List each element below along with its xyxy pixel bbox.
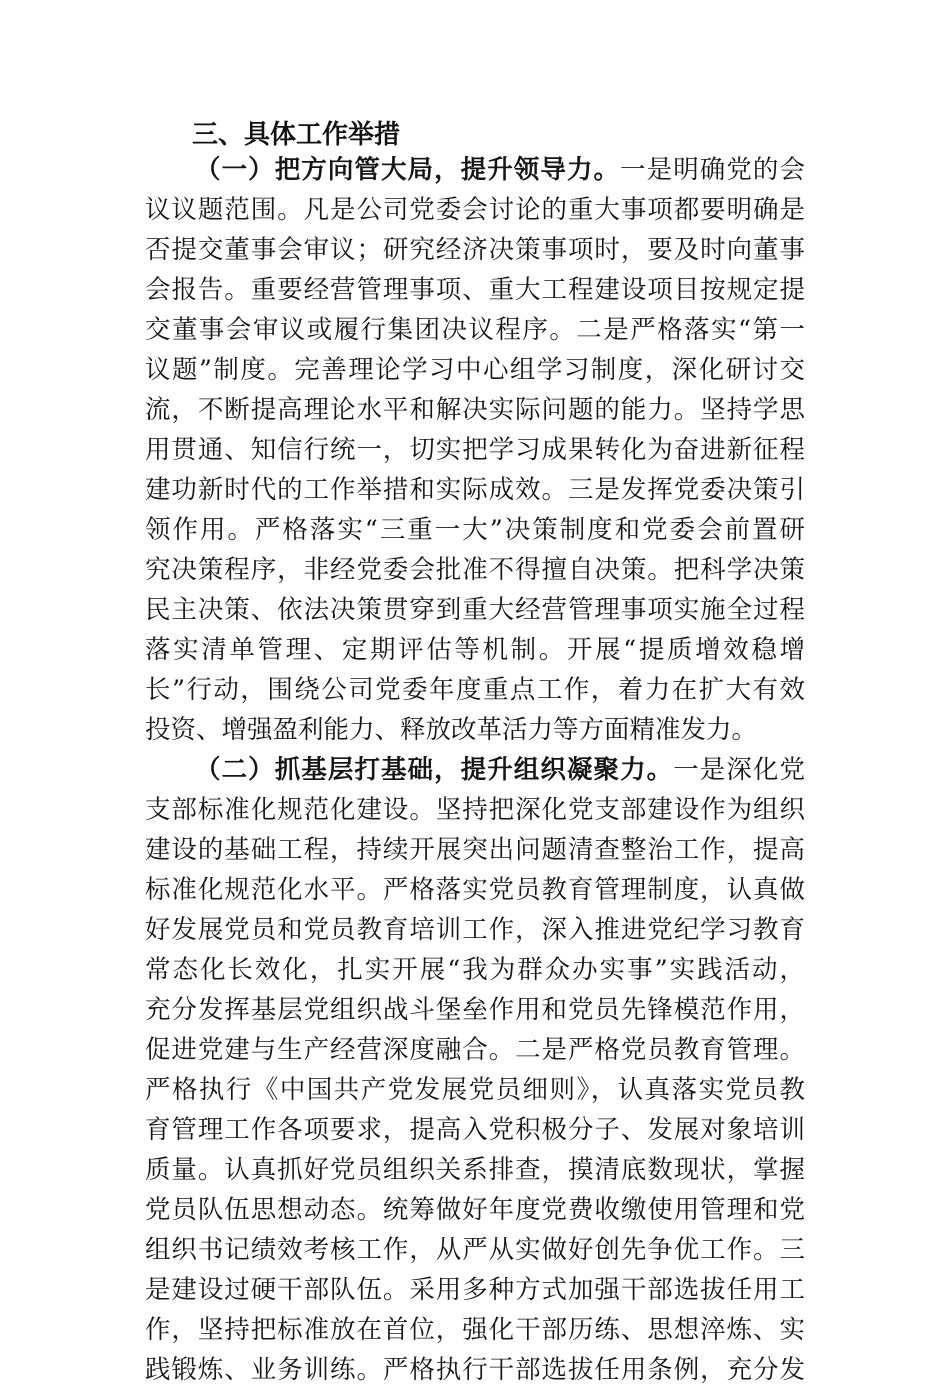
paragraph-line: （一）把方向管大局，提升领导力。一是明确党的会 bbox=[195, 155, 805, 185]
paragraph-line: 是建设过硬干部队伍。采用多种方式加强干部选拔任用工 bbox=[145, 1275, 805, 1305]
paragraph-line: 党员队伍思想动态。统筹做好年度党费收缴使用管理和党 bbox=[145, 1195, 805, 1225]
paragraph-line: 好发展党员和党员教育培训工作，深入推进党纪学习教育 bbox=[145, 915, 805, 945]
subsection-heading: （二）抓基层打基础，提升组织凝聚力。 bbox=[195, 755, 674, 785]
paragraph-line: 否提交董事会审议；研究经济决策事项时，要及时向董事 bbox=[145, 235, 805, 265]
paragraph-line: 促进党建与生产经营深度融合。二是严格党员教育管理。 bbox=[145, 1035, 805, 1065]
paragraph-line: 交董事会审议或履行集团决议程序。二是严格落实“第一 bbox=[145, 315, 805, 345]
paragraph-line: 充分发挥基层党组织战斗堡垒作用和党员先锋模范作用， bbox=[145, 995, 805, 1025]
paragraph-line: 议题”制度。完善理论学习中心组学习制度，深化研讨交 bbox=[145, 355, 805, 385]
paragraph-line: （二）抓基层打基础，提升组织凝聚力。一是深化党 bbox=[195, 755, 805, 785]
paragraph-line: 长”行动，围绕公司党委年度重点工作，着力在扩大有效 bbox=[145, 675, 805, 705]
paragraph-line: 落实清单管理、定期评估等机制。开展“提质增效稳增 bbox=[145, 635, 805, 665]
paragraph-line: 议议题范围。凡是公司党委会讨论的重大事项都要明确是 bbox=[145, 195, 805, 225]
paragraph-line: 建功新时代的工作举措和实际成效。三是发挥党委决策引 bbox=[145, 475, 805, 505]
subsection-heading: （一）把方向管大局，提升领导力。 bbox=[195, 155, 621, 185]
paragraph-line: 标准化规范化水平。严格落实党员教育管理制度，认真做 bbox=[145, 875, 805, 905]
paragraph-line: 究决策程序，非经党委会批准不得擅自决策。把科学决策 bbox=[145, 555, 805, 585]
paragraph-line: 领作用。严格落实“三重一大”决策制度和党委会前置研 bbox=[145, 515, 805, 545]
paragraph-line: 建设的基础工程，持续开展突出问题清查整治工作，提高 bbox=[145, 835, 805, 865]
paragraph-line: 流，不断提高理论水平和解决实际问题的能力。坚持学思 bbox=[145, 395, 805, 425]
paragraph-line: 民主决策、依法决策贯穿到重大经营管理事项实施全过程 bbox=[145, 595, 805, 625]
paragraph-line: 支部标准化规范化建设。坚持把深化党支部建设作为组织 bbox=[145, 795, 805, 825]
paragraph-line: 践锻炼、业务训练。严格执行干部选拔任用条例，充分发 bbox=[145, 1355, 805, 1385]
paragraph-line: 质量。认真抓好党员组织关系排查，摸清底数现状，掌握 bbox=[145, 1155, 805, 1185]
paragraph-line: 组织书记绩效考核工作，从严从实做好创先争优工作。三 bbox=[145, 1235, 805, 1265]
paragraph-line: 用贯通、知信行统一，切实把学习成果转化为奋进新征程 bbox=[145, 435, 805, 465]
paragraph-line: 育管理工作各项要求，提高入党积极分子、发展对象培训 bbox=[145, 1115, 805, 1145]
paragraph-line: 作，坚持把标准放在首位，强化干部历练、思想淬炼、实 bbox=[145, 1315, 805, 1345]
paragraph-line: 会报告。重要经营管理事项、重大工程建设项目按规定提 bbox=[145, 275, 805, 305]
paragraph-line: 常态化长效化，扎实开展“我为群众办实事”实践活动， bbox=[145, 955, 805, 985]
paragraph-line: 严格执行《中国共产党发展党员细则》，认真落实党员教 bbox=[145, 1075, 805, 1105]
section-heading: 三、具体工作举措 bbox=[192, 120, 401, 150]
paragraph-line: 投资、增强盈利能力、释放改革活力等方面精准发力。 bbox=[145, 715, 758, 745]
